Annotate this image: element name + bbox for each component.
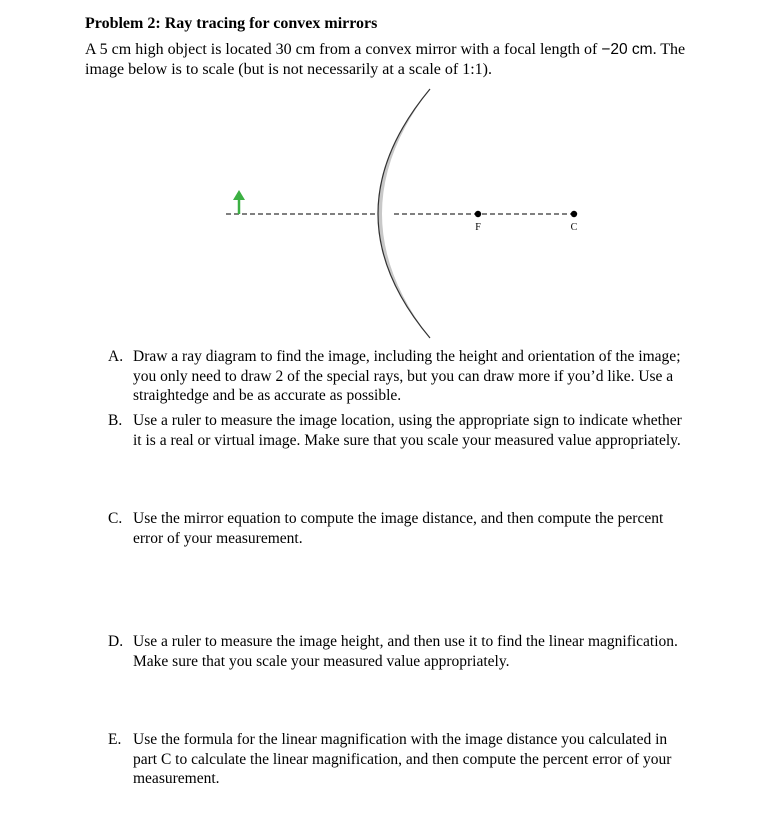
question-a-letter: A. [108, 348, 124, 365]
question-d-line-1: Use a ruler to measure the image height, and then use it to find the linear magnification. [133, 633, 678, 650]
intro-line-1-suffix: . The [652, 41, 686, 58]
question-b-line-2: it is a real or virtual image. Make sure that you scale your measured value appropriately. [133, 431, 681, 449]
question-a-line-1: Draw a ray diagram to find the image, including the height and orientation of the image; [133, 348, 681, 365]
focal-point-dot [475, 211, 481, 217]
center-of-curvature-label: C [570, 222, 578, 233]
question-c-line-2: error of your measurement. [133, 529, 303, 547]
question-b-letter: B. [108, 412, 123, 429]
intro-focal-length: −20 cm [601, 41, 653, 58]
question-c-text [133, 509, 723, 548]
question-b-line-1: Use a ruler to measure the image location, using the appropriate sign to indicate whether [133, 412, 682, 429]
question-e-text [133, 730, 723, 789]
question-e-line-3: measurement. [133, 770, 220, 787]
question-d-letter: D. [108, 633, 124, 650]
problem-title: Problem 2: Ray tracing for convex mirrors [85, 15, 378, 32]
question-b-text [133, 411, 723, 450]
focal-point-label: F [475, 222, 481, 233]
question-a-line-3: straightedge and be as accurate as possible. [133, 387, 402, 404]
object-arrow [233, 190, 245, 214]
intro-line-1-prefix: A 5 cm high object is located 30 cm from a convex mirror with a focal length of [85, 41, 602, 58]
intro-line-2: image below is to scale (but is not necessarily at a scale of 1:1). [85, 61, 492, 78]
question-c-letter: C. [108, 510, 123, 527]
question-e-line-2: part C to calculate the linear magnification, and then compute the percent error of your [133, 750, 672, 768]
question-d-text [133, 632, 723, 671]
question-a-line-2: you only need to draw 2 of the special rays, but you can draw more if you’d like. Use a [133, 367, 674, 385]
question-a-text [133, 347, 723, 406]
question-e-letter: E. [108, 731, 122, 748]
question-c-line-1: Use the mirror equation to compute the image distance, and then compute the percent [133, 510, 664, 527]
question-e-line-1: Use the formula for the linear magnification with the image distance you calculated in [133, 731, 668, 748]
center-of-curvature-dot [571, 211, 577, 217]
question-d-line-2: Make sure that you scale your measured value appropriately. [133, 652, 510, 670]
